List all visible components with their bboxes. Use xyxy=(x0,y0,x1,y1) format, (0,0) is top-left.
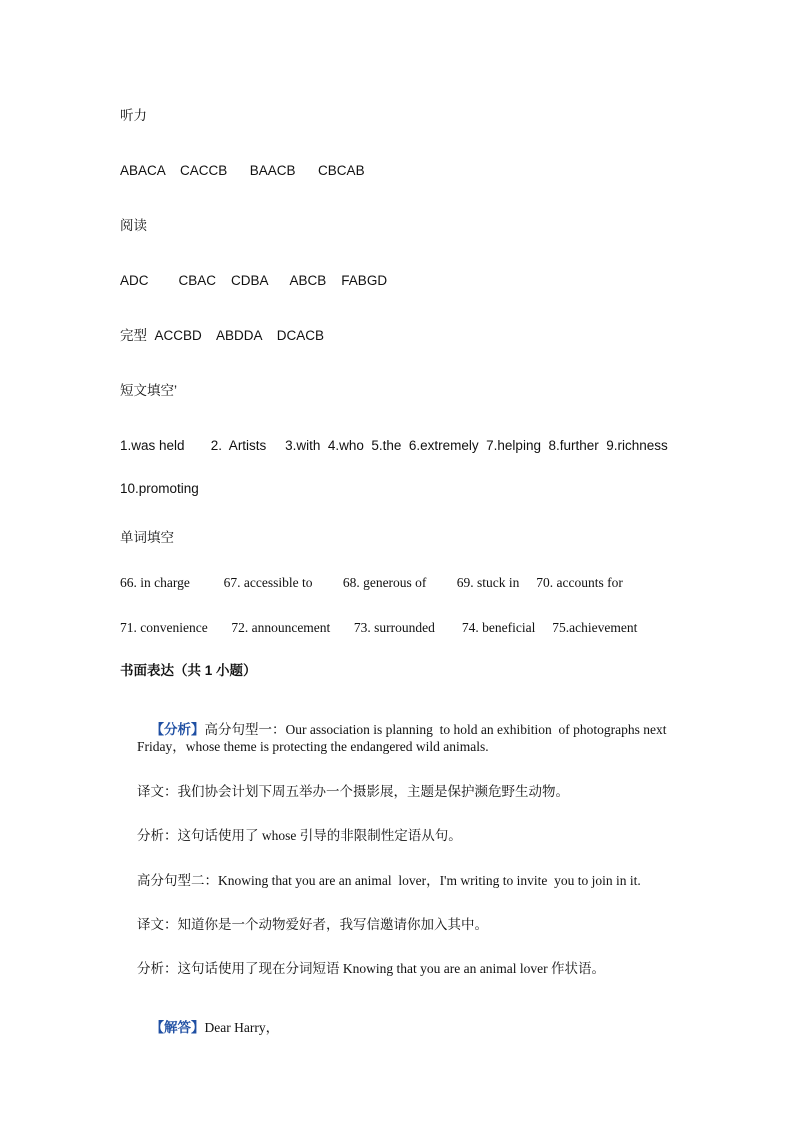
word-fill-answers-line1: 66. in charge 67. accessible to 68. generous of 69. stuck in 70. accounts for xyxy=(120,575,623,590)
short-passage-answers-line1: 1.was held 2. Artists 3.with 4.who 5.the 6.extremely 7.helping 8.further 9.richness xyxy=(120,438,668,453)
answer-salutation: Dear Harry， xyxy=(204,1019,280,1035)
pattern2-translation: 译文：知道你是一个动物爱好者，我写信邀请你加入其中。 xyxy=(137,917,488,932)
reading-answers: ADC CBAC CDBA ABCB FABGD xyxy=(120,273,388,288)
pattern1-analysis: 分析：这句话使用了 whose 引导的非限制性定语从句。 xyxy=(137,828,462,843)
pattern1-translation: 译文：我们协会计划下周五举办一个摄影展，主题是保护濒危野生动物。 xyxy=(137,784,569,799)
word-fill-answers-line2: 71. convenience 72. announcement 73. surrounded 74. beneficial 75.achievement xyxy=(120,620,638,635)
analysis-bracket-label: 【分析】 xyxy=(150,721,205,737)
pattern1-english-b: Friday，whose theme is protecting the endangered wild animals. xyxy=(137,739,489,754)
pattern1-english-a: Our association is planning to hold an exhibition of photographs next xyxy=(285,721,667,737)
pattern2-line: 高分句型二：Knowing that you are an animal lover，I'm writing to invite you to join in it. xyxy=(137,873,641,888)
short-passage-heading: 短文填空’ xyxy=(120,383,177,398)
word-fill-heading: 单词填空 xyxy=(120,530,174,545)
listening-answers: ABACA CACCB BAACB CBCAB xyxy=(120,163,365,178)
short-passage-answers-line2: 10.promoting xyxy=(120,481,199,496)
pattern2-analysis: 分析：这句话使用了现在分词短语 Knowing that you are an animal lover 作状语。 xyxy=(137,961,605,976)
writing-heading: 书面表达（共 1 小题） xyxy=(120,663,257,678)
cloze-answers: 完型 ACCBD ABDDA DCACB xyxy=(120,328,325,343)
answer-line xyxy=(137,1007,279,1048)
reading-heading: 阅读 xyxy=(120,218,147,233)
answer-bracket-label: 【解答】 xyxy=(150,1019,205,1035)
listening-heading: 听力 xyxy=(120,108,147,123)
pattern1-label: 高分句型一： xyxy=(204,721,286,737)
